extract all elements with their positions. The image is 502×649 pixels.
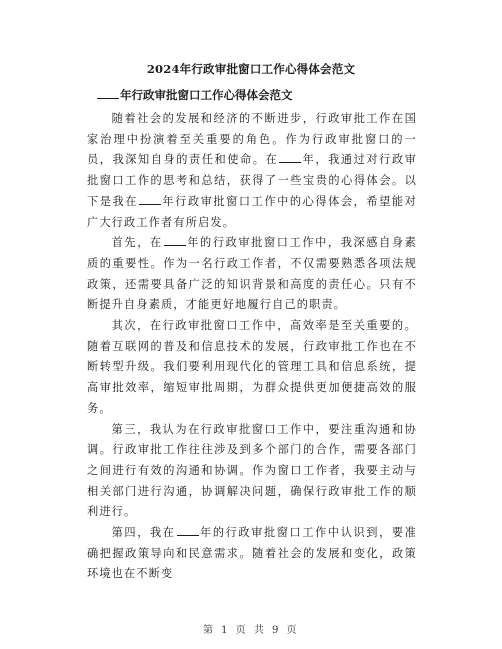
paragraph-text: 年行政审批窗口工作中的心得体会，希望能对广大行政工作者有所启发。 — [87, 194, 417, 229]
paragraph-text: 随着社会的发展和经济的不断进步，行政审批工作在国家治理中扮演着至关重要的角色。作为行政审批窗口的一员，我深知自身的责任和使命。在 — [87, 112, 417, 167]
document-subtitle — [97, 87, 293, 103]
paragraph-second — [87, 316, 417, 420]
paragraph-text: 其次，在行政审批窗口工作中，高效率是至关重要的。随着互联网的普及和信息技术的发展，行政审批工作也在不断转型升级。我们要利用现代化的管理工具和信息系统，提高审批效率，缩短审批周期，为群众提供更加便捷高效的服务。 — [87, 319, 417, 415]
paragraph-first — [87, 233, 417, 316]
blank-underline — [279, 151, 301, 163]
page-number-footer: 第 1 页 共 9 页 — [202, 625, 300, 636]
paragraph-text: 第四，我在 — [111, 526, 176, 540]
paragraph-intro — [87, 109, 417, 233]
document-title: 2024年行政审批窗口工作心得体会范文 — [146, 62, 356, 76]
document-body — [87, 109, 417, 585]
paragraph-text: 年，我通过对行政审批窗口工作的思考和总结，获得了一些宝贵的心得体会。以下是我在 — [87, 153, 417, 208]
subtitle-text: 年行政审批窗口工作心得体会范文 — [120, 88, 293, 102]
blank-underline — [139, 193, 161, 205]
paragraph-text: 首先，在 — [111, 236, 163, 250]
paragraph-text: 年的行政审批窗口工作中，我深感自身素质的重要性。作为一名行政工作者，不仅需要熟悉各项法规政策，还需要具备广泛的知识背景和高度的责任心。只有不断提升自身素质，才能更好地履行自己的职责。 — [87, 236, 418, 312]
paragraph-text: 年的行政审批窗口工作中认识到，要准确把握政策导向和民意需求。随着社会的发展和变化，政策环境也在不断变 — [87, 526, 417, 581]
blank-underline — [177, 524, 199, 536]
paragraph-third — [87, 420, 417, 524]
blank-underline — [164, 234, 186, 246]
blank-underline — [97, 88, 119, 99]
paragraph-text: 第三，我认为在行政审批窗口工作中，要注重沟通和协调。行政审批工作往往涉及到多个部门的合作，需要各部门之间进行有效的沟通和协调。作为窗口工作者，我要主动与相关部门进行沟通，协调解决问题，确保行政审批工作的顺利进行。 — [87, 422, 417, 519]
paragraph-fourth — [87, 523, 417, 585]
